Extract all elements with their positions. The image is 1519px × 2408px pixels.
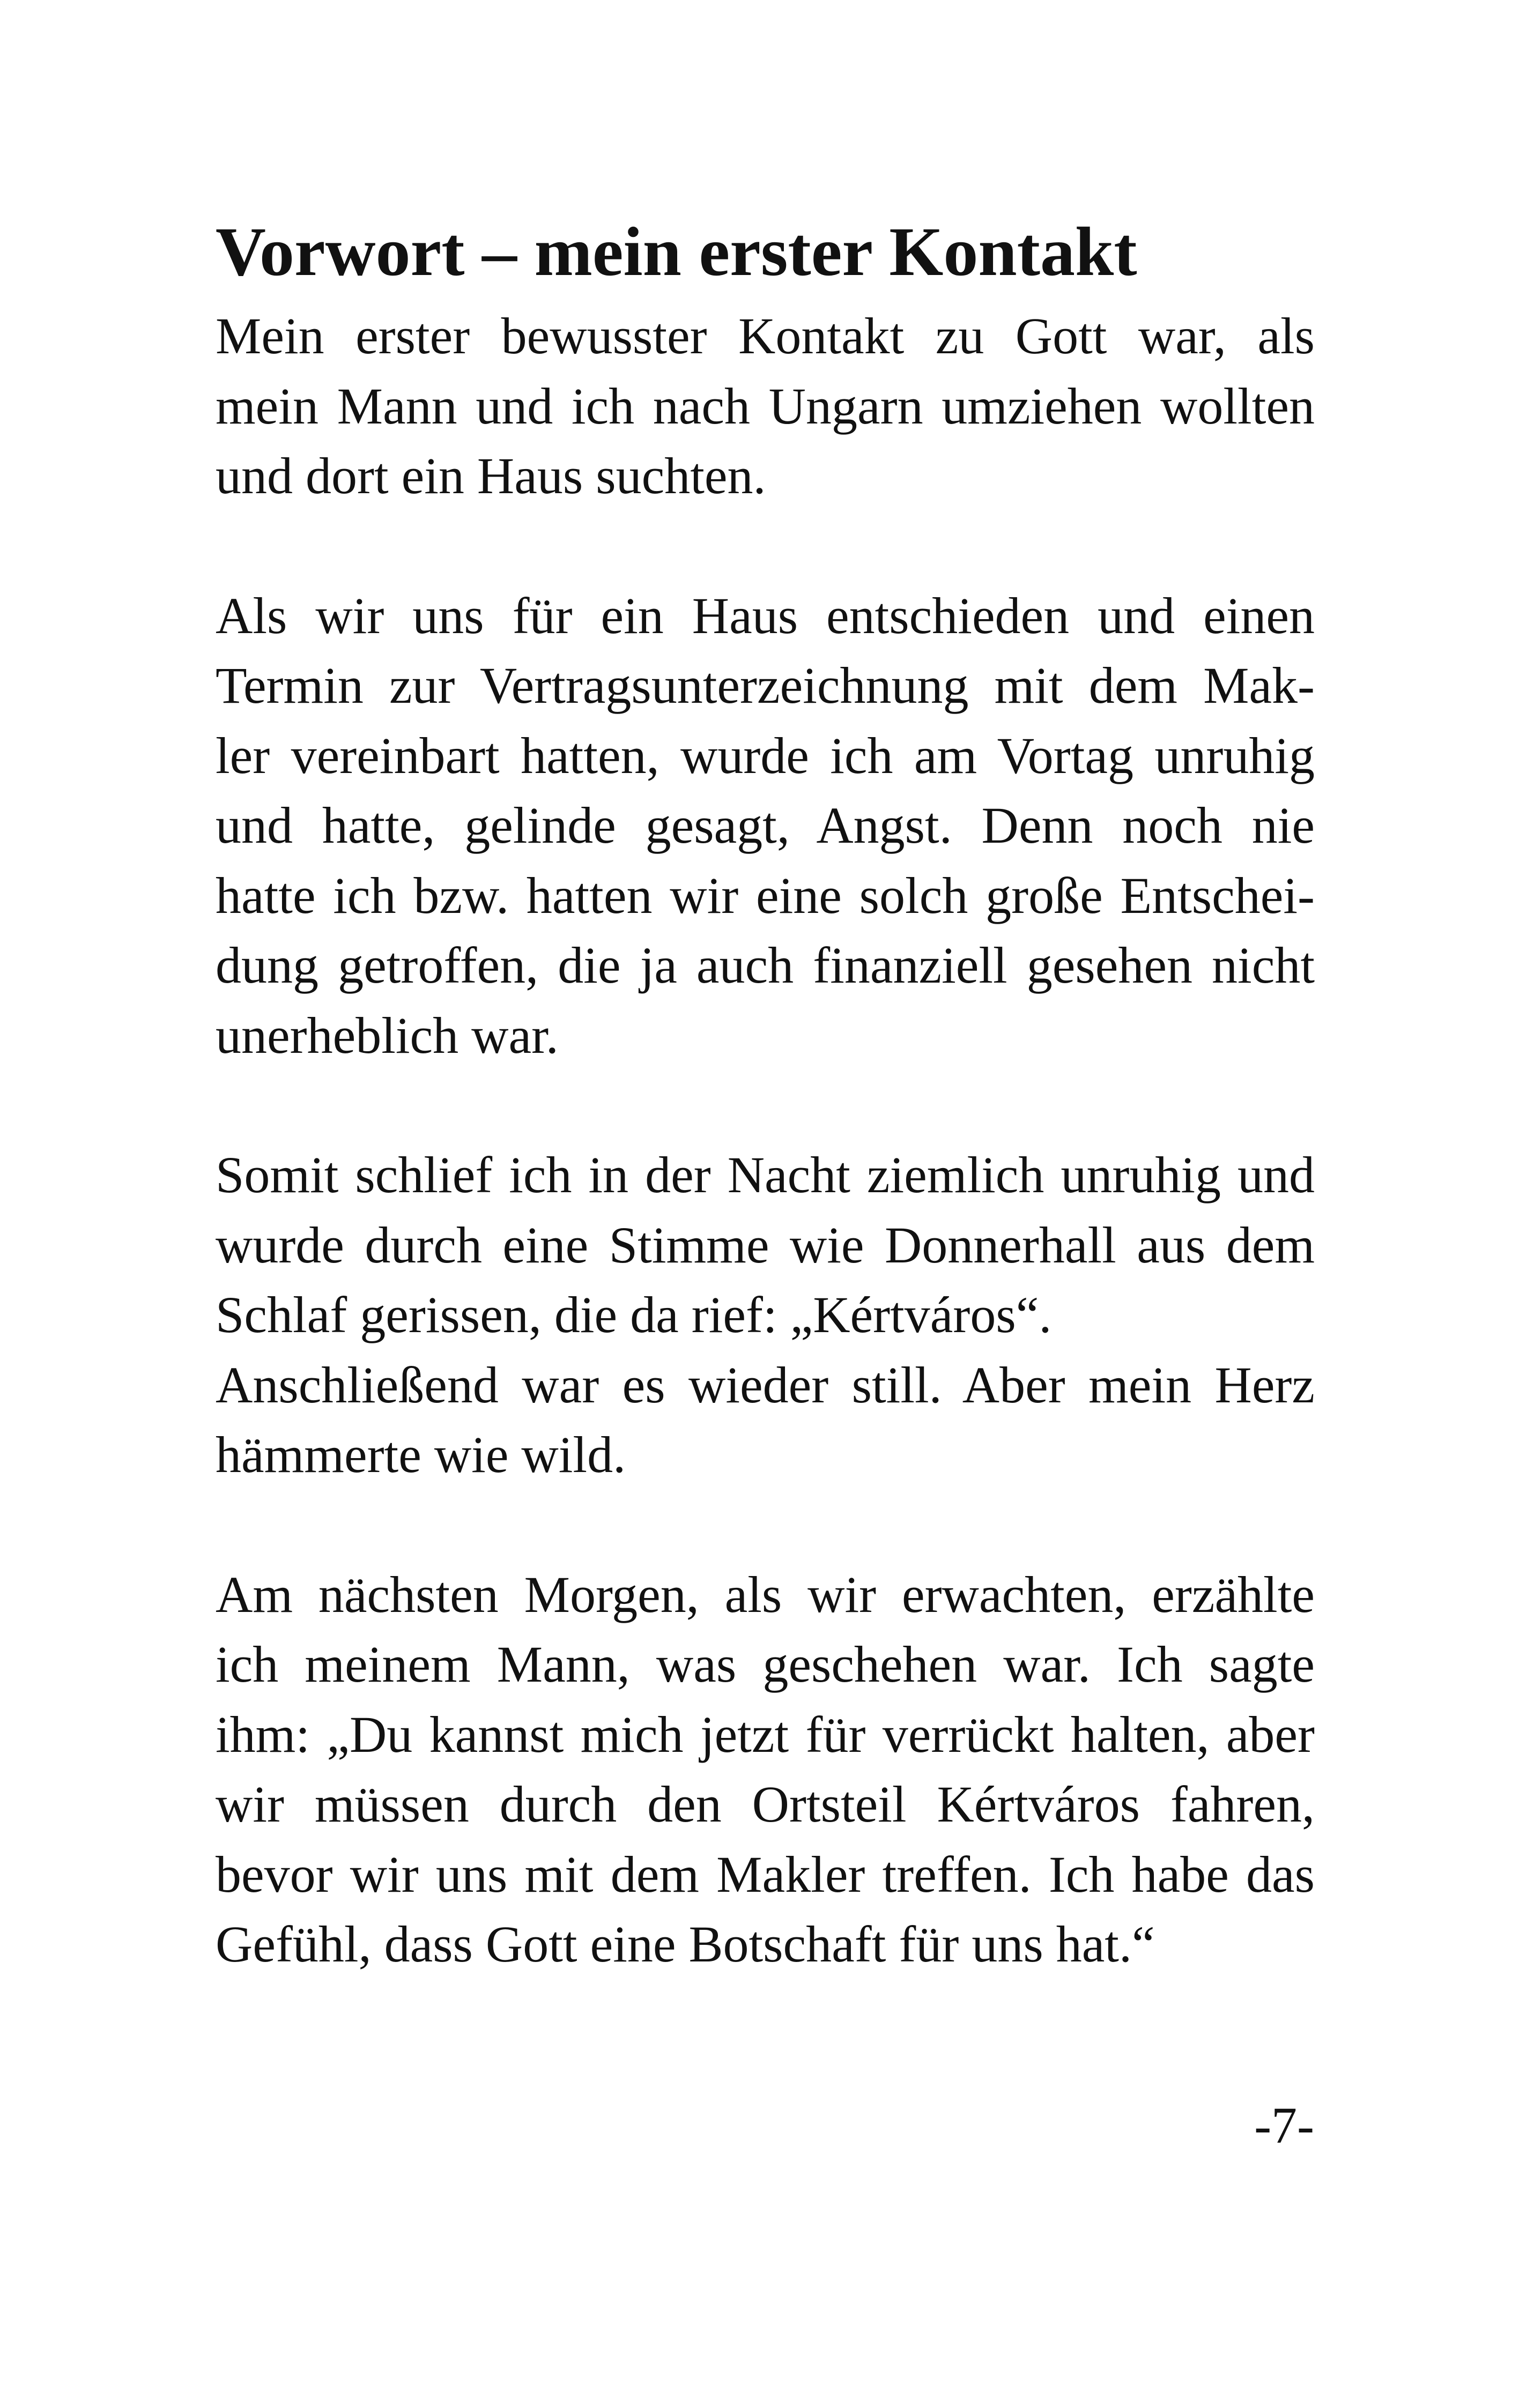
text-line: Mein erster bewusster Kontakt zu Gott war, als: [216, 307, 1315, 365]
text-line: Als wir uns für ein Haus entschieden und einen: [216, 586, 1315, 644]
paragraph-4: [216, 1560, 1315, 1980]
text-line: unerheblich war.: [216, 1006, 559, 1064]
text-line: bevor wir uns mit dem Makler treffen. Ich habe das: [216, 1845, 1315, 1903]
paragraph-2: [216, 581, 1315, 1071]
paragraph-1: [216, 301, 1315, 511]
text-line: dung getroffen, die ja auch finanziell gesehen nicht: [216, 937, 1315, 994]
text-line: Am nächsten Morgen, als wir erwachten, erzählte: [216, 1565, 1315, 1623]
text-line: Schlaf gerissen, die da rief: „Kértváros“.: [216, 1286, 1052, 1343]
page-content: [216, 209, 1315, 1980]
text-line: hämmerte wie wild.: [216, 1426, 626, 1483]
text-line: ihm: „Du kannst mich jetzt für verrückt halten, aber: [216, 1705, 1315, 1763]
text-line: wir müssen durch den Ortsteil Kértváros fahren,: [216, 1775, 1315, 1833]
text-line: Termin zur Vertragsunterzeichnung mit dem Mak-: [216, 657, 1315, 714]
text-line: Gefühl, dass Gott eine Botschaft für uns hat.“: [216, 1915, 1155, 1973]
page-number: -7-: [1254, 2097, 1314, 2154]
chapter-heading: Vorwort – mein erster Kontakt: [216, 213, 1137, 291]
text-line: ich meinem Mann, was geschehen war. Ich sagte: [216, 1636, 1315, 1693]
text-line: Somit schlief ich in der Nacht ziemlich unruhig und: [216, 1146, 1315, 1203]
text-line: mein Mann und ich nach Ungarn umziehen wollten: [216, 377, 1315, 435]
text-line: Anschließend war es wieder still. Aber mein Herz: [216, 1356, 1315, 1414]
paragraph-3: [216, 1140, 1315, 1490]
text-line: wurde durch eine Stimme wie Donnerhall aus dem: [216, 1216, 1315, 1274]
text-line: ler vereinbart hatten, wurde ich am Vortag unruhig: [216, 726, 1315, 784]
text-line: und hatte, gelinde gesagt, Angst. Denn noch nie: [216, 797, 1315, 854]
text-line: und dort ein Haus suchten.: [216, 447, 766, 504]
text-line: hatte ich bzw. hatten wir eine solch große Entschei-: [216, 866, 1315, 924]
